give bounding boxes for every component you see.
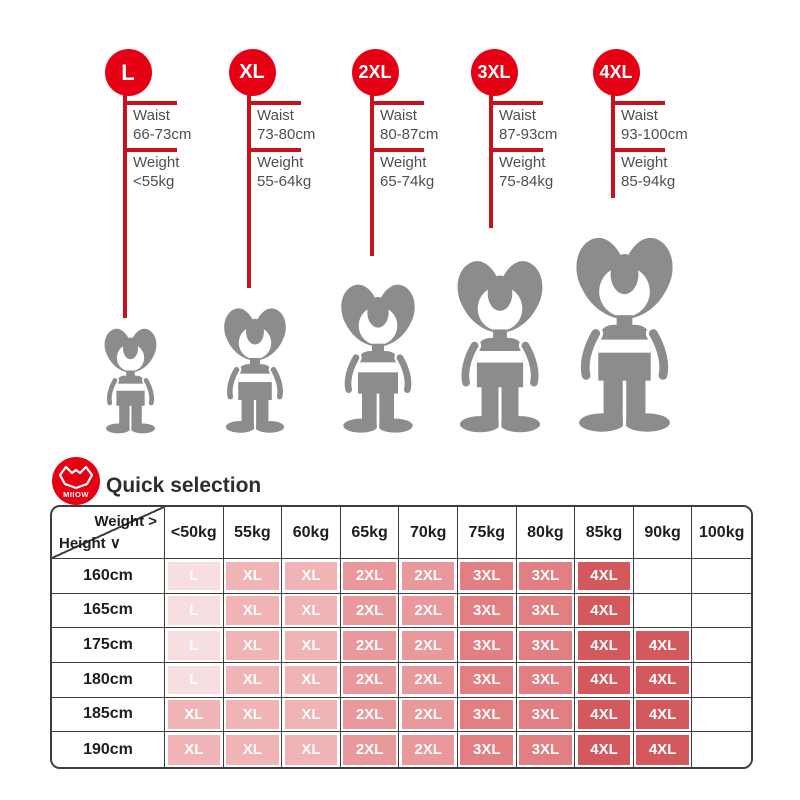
size-chip-XL: XL bbox=[285, 666, 338, 695]
size-cell bbox=[575, 732, 634, 767]
size-cell bbox=[165, 698, 224, 733]
size-cell bbox=[692, 594, 751, 629]
size-cell bbox=[224, 698, 283, 733]
waist-label: Waist bbox=[499, 107, 536, 124]
size-badge-label: XL bbox=[239, 61, 265, 83]
size-cell bbox=[692, 663, 751, 698]
size-chip-XL: XL bbox=[226, 562, 279, 591]
weight-label: Weight bbox=[133, 154, 180, 171]
size-cell bbox=[575, 594, 634, 629]
size-chip-4XL: 4XL bbox=[636, 666, 689, 695]
weight-value: 75-84kg bbox=[499, 173, 554, 190]
size-cell bbox=[575, 559, 634, 594]
size-badge-4XL bbox=[593, 49, 640, 96]
height-row-label-160cm: 160cm bbox=[52, 559, 165, 594]
size-cell bbox=[399, 594, 458, 629]
size-chip-2XL: 2XL bbox=[343, 735, 396, 765]
size-chip-4XL: 4XL bbox=[636, 631, 689, 660]
callout-tick-weight-XL bbox=[247, 148, 301, 152]
weight-col-header-65kg: 65kg bbox=[341, 507, 400, 559]
size-cell bbox=[634, 559, 693, 594]
size-chip-XL: XL bbox=[285, 631, 338, 660]
size-cell bbox=[634, 732, 693, 767]
size-cell bbox=[575, 628, 634, 663]
size-chip-3XL: 3XL bbox=[460, 562, 513, 591]
height-row-label-190cm: 190cm bbox=[52, 732, 165, 767]
size-chip-3XL: 3XL bbox=[460, 596, 513, 625]
size-chip-3XL: 3XL bbox=[460, 631, 513, 660]
size-cell bbox=[634, 628, 693, 663]
height-row-label-165cm: 165cm bbox=[52, 594, 165, 629]
size-chip-4XL: 4XL bbox=[578, 596, 631, 625]
miiow-logo bbox=[52, 457, 100, 505]
corner-height-label: Height ∨ bbox=[59, 535, 121, 552]
weight-label: Weight bbox=[621, 154, 668, 171]
size-cell bbox=[692, 732, 751, 767]
size-chip-2XL: 2XL bbox=[402, 700, 455, 729]
callout-line-XL bbox=[247, 93, 251, 288]
size-cell bbox=[517, 559, 576, 594]
weight-col-header-75kg: 75kg bbox=[458, 507, 517, 559]
size-badge-2XL bbox=[352, 49, 399, 96]
size-chip-XL: XL bbox=[226, 700, 279, 729]
size-chip-XL: XL bbox=[226, 596, 279, 625]
waist-spec-4XL bbox=[621, 106, 688, 144]
size-chip-3XL: 3XL bbox=[519, 631, 572, 660]
size-chip-XL: XL bbox=[226, 666, 279, 695]
size-chip-3XL: 3XL bbox=[460, 666, 513, 695]
weight-col-header-90kg: 90kg bbox=[634, 507, 693, 559]
size-cell bbox=[341, 628, 400, 663]
size-cell bbox=[517, 732, 576, 767]
size-cell bbox=[458, 628, 517, 663]
size-cell bbox=[399, 698, 458, 733]
size-cell bbox=[458, 594, 517, 629]
size-chip-2XL: 2XL bbox=[402, 562, 455, 591]
cat-mascot-XL bbox=[213, 300, 297, 435]
weight-col-header-100kg: 100kg bbox=[692, 507, 751, 559]
size-cell bbox=[458, 732, 517, 767]
size-chip-2XL: 2XL bbox=[343, 700, 396, 729]
waist-spec-L bbox=[133, 106, 191, 144]
size-cell bbox=[341, 732, 400, 767]
weight-spec-3XL bbox=[499, 153, 553, 191]
callout-tick-weight-3XL bbox=[489, 148, 543, 152]
callout-line-L bbox=[123, 93, 127, 318]
size-badge-label: 4XL bbox=[599, 62, 633, 82]
size-badge-L bbox=[105, 49, 152, 96]
weight-value: 65-74kg bbox=[380, 173, 435, 190]
size-chip-4XL: 4XL bbox=[578, 700, 631, 729]
size-cell bbox=[692, 698, 751, 733]
size-chip-L: L bbox=[168, 596, 221, 625]
cat-mascot-4XL bbox=[559, 225, 690, 435]
waist-value: 66-73cm bbox=[133, 126, 192, 143]
waist-label: Waist bbox=[257, 107, 294, 124]
size-chip-2XL: 2XL bbox=[343, 666, 396, 695]
size-cell bbox=[165, 594, 224, 629]
size-chip-L: L bbox=[168, 562, 221, 591]
waist-label: Waist bbox=[380, 107, 417, 124]
size-chip-XL: XL bbox=[285, 735, 338, 765]
weight-value: 85-94kg bbox=[621, 173, 676, 190]
quick-selection-title: Quick selection bbox=[106, 474, 262, 497]
callout-tick-waist-3XL bbox=[489, 101, 543, 105]
size-chip-3XL: 3XL bbox=[519, 735, 572, 765]
size-cell bbox=[692, 628, 751, 663]
height-row-label-180cm: 180cm bbox=[52, 663, 165, 698]
size-cell bbox=[341, 698, 400, 733]
size-chip-L: L bbox=[168, 666, 221, 695]
size-chip-4XL: 4XL bbox=[578, 631, 631, 660]
logo-text: MIIOW bbox=[63, 490, 89, 499]
size-chip-4XL: 4XL bbox=[636, 735, 689, 765]
weight-col-header-85kg: 85kg bbox=[575, 507, 634, 559]
size-cell bbox=[575, 698, 634, 733]
waist-spec-2XL bbox=[380, 106, 438, 144]
size-chip-2XL: 2XL bbox=[343, 631, 396, 660]
size-badge-label: 2XL bbox=[358, 62, 392, 82]
waist-value: 87-93cm bbox=[499, 126, 558, 143]
size-cell bbox=[165, 628, 224, 663]
size-cell bbox=[282, 559, 341, 594]
waist-spec-3XL bbox=[499, 106, 557, 144]
weight-col-header-lt50kg: <50kg bbox=[165, 507, 224, 559]
callout-tick-waist-4XL bbox=[611, 101, 665, 105]
weight-value: <55kg bbox=[133, 173, 175, 190]
size-cell bbox=[458, 559, 517, 594]
size-cell bbox=[517, 628, 576, 663]
size-cell bbox=[399, 732, 458, 767]
size-chip-XL: XL bbox=[168, 700, 221, 729]
size-chip-XL: XL bbox=[285, 562, 338, 591]
callout-tick-waist-2XL bbox=[370, 101, 424, 105]
cat-mascot-3XL bbox=[442, 250, 558, 435]
size-cell bbox=[634, 663, 693, 698]
size-cell bbox=[224, 628, 283, 663]
size-cell bbox=[341, 663, 400, 698]
corner-weight-label: Weight > bbox=[94, 513, 157, 530]
size-cell bbox=[517, 594, 576, 629]
size-chip-3XL: 3XL bbox=[460, 700, 513, 729]
waist-value: 93-100cm bbox=[621, 126, 688, 143]
callout-tick-waist-L bbox=[123, 101, 177, 105]
size-cell bbox=[634, 594, 693, 629]
callout-line-3XL bbox=[489, 93, 493, 228]
callout-line-2XL bbox=[370, 93, 374, 256]
size-chip-L: L bbox=[168, 631, 221, 660]
weight-label: Weight bbox=[380, 154, 427, 171]
size-cell bbox=[165, 663, 224, 698]
size-badge-XL bbox=[229, 49, 276, 96]
height-row-label-175cm: 175cm bbox=[52, 628, 165, 663]
weight-col-header-55kg: 55kg bbox=[224, 507, 283, 559]
size-chip-4XL: 4XL bbox=[636, 700, 689, 729]
size-cell bbox=[399, 559, 458, 594]
size-cell bbox=[458, 698, 517, 733]
weight-value: 55-64kg bbox=[257, 173, 312, 190]
size-cell bbox=[399, 628, 458, 663]
size-chip-4XL: 4XL bbox=[578, 562, 631, 591]
size-chip-XL: XL bbox=[226, 735, 279, 765]
waist-label: Waist bbox=[621, 107, 658, 124]
waist-value: 80-87cm bbox=[380, 126, 439, 143]
size-cell bbox=[282, 732, 341, 767]
table-corner-cell bbox=[52, 507, 165, 559]
size-chip-XL: XL bbox=[285, 700, 338, 729]
cat-mascot-2XL bbox=[328, 275, 428, 435]
size-chip-3XL: 3XL bbox=[519, 700, 572, 729]
size-cell bbox=[341, 594, 400, 629]
size-cell bbox=[517, 663, 576, 698]
weight-col-header-80kg: 80kg bbox=[517, 507, 576, 559]
cat-mascot-L bbox=[95, 322, 166, 435]
size-cell bbox=[282, 628, 341, 663]
size-chip-3XL: 3XL bbox=[519, 666, 572, 695]
size-chip-2XL: 2XL bbox=[402, 735, 455, 765]
size-cell bbox=[282, 594, 341, 629]
height-row-label-185cm: 185cm bbox=[52, 698, 165, 733]
size-cell bbox=[399, 663, 458, 698]
size-cell bbox=[224, 663, 283, 698]
size-cell bbox=[282, 698, 341, 733]
size-cell bbox=[341, 559, 400, 594]
callout-line-4XL bbox=[611, 93, 615, 198]
size-cell bbox=[517, 698, 576, 733]
size-cell bbox=[575, 663, 634, 698]
callout-tick-weight-L bbox=[123, 148, 177, 152]
size-chip-4XL: 4XL bbox=[578, 735, 631, 765]
weight-label: Weight bbox=[499, 154, 546, 171]
size-badge-3XL bbox=[471, 49, 518, 96]
size-chip-2XL: 2XL bbox=[402, 631, 455, 660]
waist-spec-XL bbox=[257, 106, 315, 144]
weight-col-header-60kg: 60kg bbox=[282, 507, 341, 559]
size-badge-label: L bbox=[121, 59, 135, 85]
size-chip-XL: XL bbox=[226, 631, 279, 660]
size-cell bbox=[224, 559, 283, 594]
size-cell bbox=[282, 663, 341, 698]
weight-label: Weight bbox=[257, 154, 304, 171]
size-cell bbox=[165, 732, 224, 767]
waist-label: Waist bbox=[133, 107, 170, 124]
callout-tick-weight-2XL bbox=[370, 148, 424, 152]
callout-tick-waist-XL bbox=[247, 101, 301, 105]
size-cell bbox=[692, 559, 751, 594]
size-chip-3XL: 3XL bbox=[519, 562, 572, 591]
size-cell bbox=[224, 732, 283, 767]
size-chip-2XL: 2XL bbox=[343, 562, 396, 591]
size-chip-4XL: 4XL bbox=[578, 666, 631, 695]
weight-spec-L bbox=[133, 153, 179, 191]
size-chip-3XL: 3XL bbox=[519, 596, 572, 625]
weight-spec-2XL bbox=[380, 153, 434, 191]
quick-selection-table bbox=[50, 505, 753, 769]
size-cell bbox=[634, 698, 693, 733]
weight-col-header-70kg: 70kg bbox=[399, 507, 458, 559]
size-chip-2XL: 2XL bbox=[402, 666, 455, 695]
weight-spec-4XL bbox=[621, 153, 675, 191]
size-chip-3XL: 3XL bbox=[460, 735, 513, 765]
size-chip-2XL: 2XL bbox=[402, 596, 455, 625]
weight-spec-XL bbox=[257, 153, 311, 191]
size-cell bbox=[224, 594, 283, 629]
size-chip-XL: XL bbox=[168, 735, 221, 765]
waist-value: 73-80cm bbox=[257, 126, 316, 143]
size-badge-label: 3XL bbox=[477, 62, 511, 82]
callout-tick-weight-4XL bbox=[611, 148, 665, 152]
size-chip-XL: XL bbox=[285, 596, 338, 625]
size-cell bbox=[458, 663, 517, 698]
size-cell bbox=[165, 559, 224, 594]
size-chip-2XL: 2XL bbox=[343, 596, 396, 625]
